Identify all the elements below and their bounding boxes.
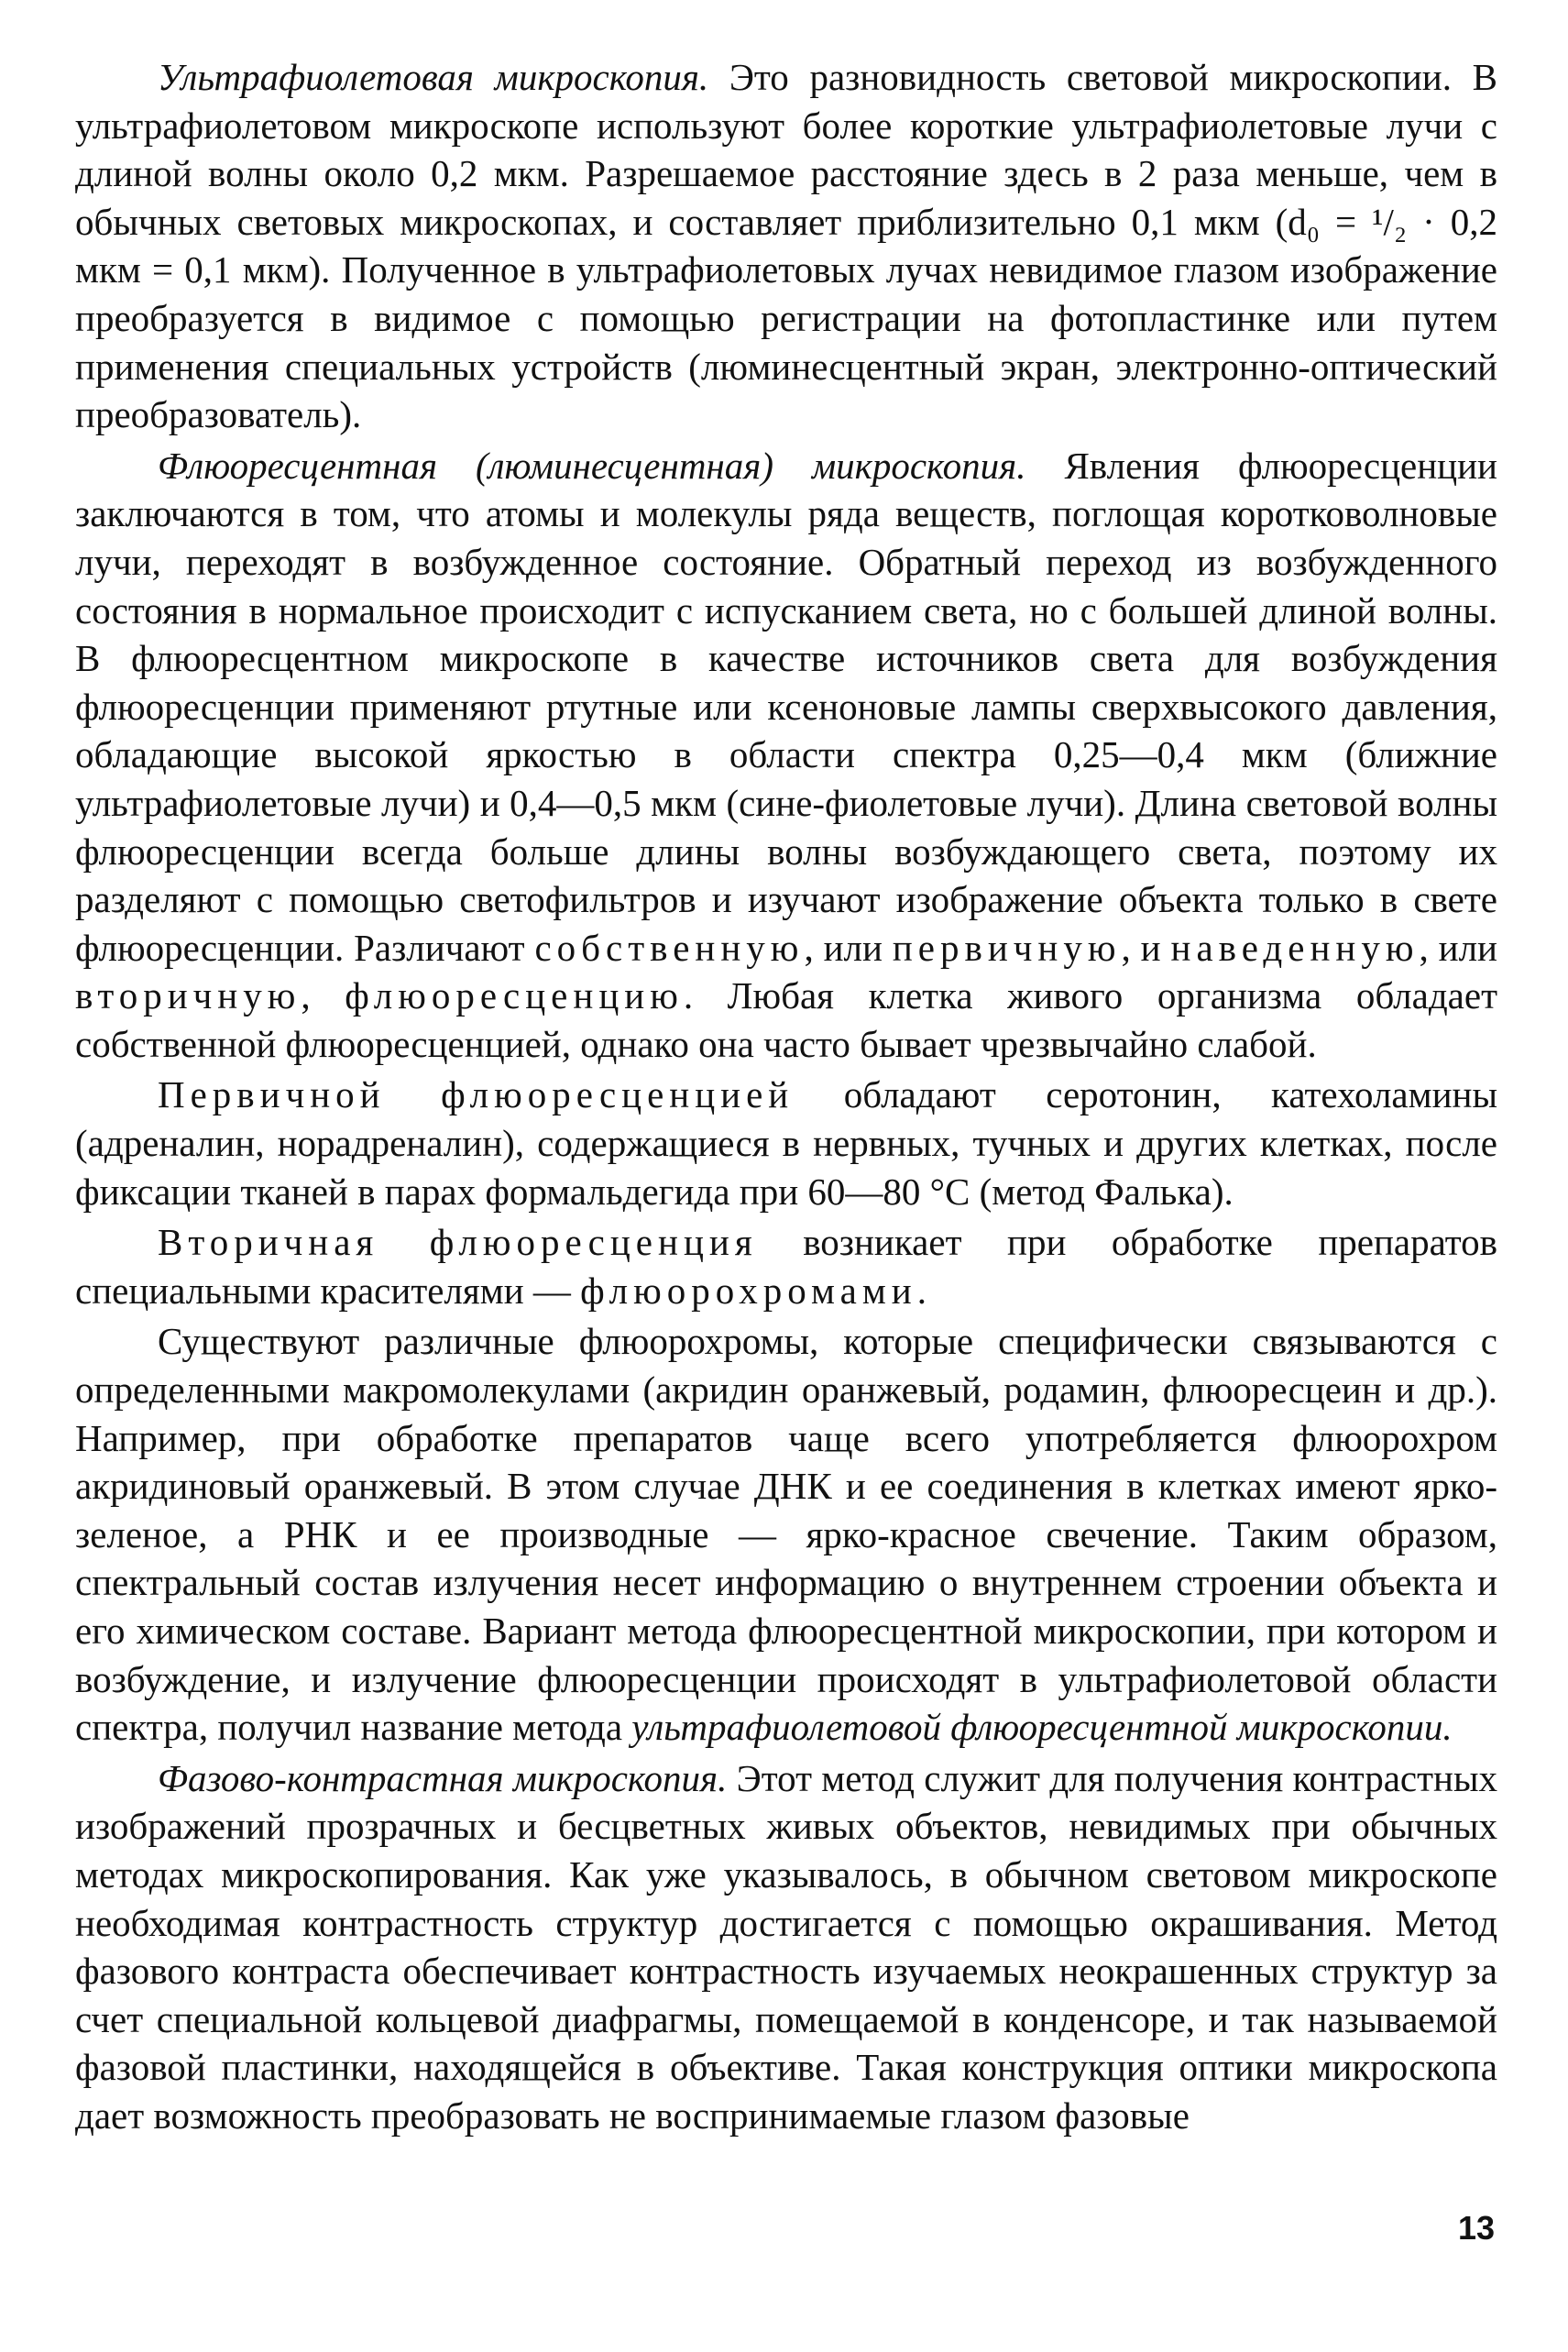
text-run: обладают серотонин, катехоламины (адреналин, норадреналин), содержащиеся в нервных, тучных и других клетках, после фиксации тканей в парах формальдегида при 60—80 °С (метод Фалька).	[75, 1073, 1498, 1213]
spaced-term: флюорохромами	[580, 1269, 917, 1312]
spaced-term: флюоресценцию	[345, 974, 684, 1017]
text-run: ,	[301, 974, 345, 1017]
heading-fluorescent-microscopy: Флюоресцентная (люминесцентная) микроскопия.	[158, 444, 1026, 487]
text-run: возникает при обработке препаратов специальными красителями —	[75, 1221, 1497, 1312]
paragraph-primary-fluorescence	[75, 1071, 1497, 1215]
spaced-term: Вторичная флюоресценция	[158, 1221, 758, 1264]
paragraph-fluorochromes	[75, 1317, 1497, 1751]
spaced-term: первичную	[892, 926, 1122, 969]
text-run: , и	[1121, 926, 1171, 969]
spaced-term: наведенную	[1170, 926, 1420, 969]
spaced-term: вторичную	[75, 974, 302, 1017]
page-number: 13	[1457, 2209, 1495, 2247]
heading-uv-microscopy: Ультрафиолетовая микроскопия.	[158, 56, 709, 98]
paragraph-secondary-fluorescence	[75, 1218, 1497, 1314]
text-run: Это разновидность световой микроскопии. В ультрафиолетовом микроскопе используют более короткие ультрафиолетовые лучи с длиной волны около 0,2 мкм. Разрешаемое расстояние здесь в 2 раза меньше, чем в обычных световых микроскопах, и составляет приблизительно 0,1 мкм (d₀ = ¹/₂ · 0,2 мкм = 0,1 мкм). Полученное в ультрафиолетовых лучах невидимое глазом изображение преобразуется в видимое с помощью регистрации на фотопластинке или путем применения специальных устройств (люминесцентный экран, электронно-оптический преобразователь).	[75, 56, 1497, 436]
text-run: , или	[804, 926, 893, 969]
paragraph-uv-microscopy	[75, 53, 1497, 439]
spaced-term: Первичной флюоресценцией	[158, 1073, 795, 1116]
text-run: .	[916, 1269, 927, 1312]
spaced-term: собственную	[534, 926, 805, 969]
heading-phase-contrast: Фазово-контрастная микроскопия.	[158, 1756, 728, 1799]
text-run: Существуют различные флюорохромы, которые специфически связываются с определенными макромолекулами (акридин оранжевый, родамин, флюоресцеин и др.). Например, при обработке препаратов чаще всего употребляется флюорохром акридиновый оранжевый. В этом случае ДНК и ее соединения в клетках имеют ярко-зеленое, а РНК и ее производные — ярко-красное свечение. Таким образом, спектральный состав излучения несет информацию о внутреннем строении объекта и его химическом составе. Вариант метода флюоресцентной микроскопии, при котором и возбуждение, и излучение флюоресценции происходят в ультрафиолетовой области спектра, получил название метода	[75, 1320, 1497, 1749]
page-body	[75, 53, 1497, 2143]
text-run: , или	[1419, 926, 1497, 969]
paragraph-fluorescent-microscopy	[75, 442, 1497, 1069]
paragraph-phase-contrast	[75, 1754, 1497, 2140]
text-run: Этот метод служит для получения контрастных изображений прозрачных и бесцветных живых объектов, невидимых при обычных методах микроскопирования. Как уже указывалось, в обычном световом микроскопе необходимая контрастность структур достигается с помощью окрашивания. Метод фазового контраста обеспечивает контрастность изучаемых неокрашенных структур за счет специальной кольцевой диафрагмы, помещаемой в конденсоре, и так называемой фазовой пластинки, находящейся в объективе. Такая конструкция оптики микроскопа дает возможность преобразовать не воспринимаемые глазом фазовые	[75, 1756, 1498, 2137]
text-run: Явления флюоресценции заключаются в том, что атомы и молекулы ряда веществ, поглощая коротковолновые лучи, переходят в возбужденное состояние. Обратный переход из возбужденного состояния в нормальное происходит с испусканием света, но с большей длиной волны. В флюоресцентном микроскопе в качестве источников света для возбуждения флюоресценции применяют ртутные или ксеноновые лампы сверхвысокого давления, обладающие высокой яркостью в области спектра 0,25—0,4 мкм (ближние ультрафиолетовые лучи) и 0,4—0,5 мкм (сине-фиолетовые лучи). Длина световой волны флюоресценции всегда больше длины волны возбуждающего света, поэтому их разделяют с помощью светофильтров и изучают изображение объекта только в свете флюоресценции. Различают	[75, 444, 1497, 969]
text-run: . Любая клетка живого организма обладает собственной флюоресценцией, однако она часто бывает чрезвычайно слабой.	[75, 974, 1497, 1065]
italic-term: ультрафиолетовой флюоресцентной микроскопии.	[631, 1706, 1453, 1749]
